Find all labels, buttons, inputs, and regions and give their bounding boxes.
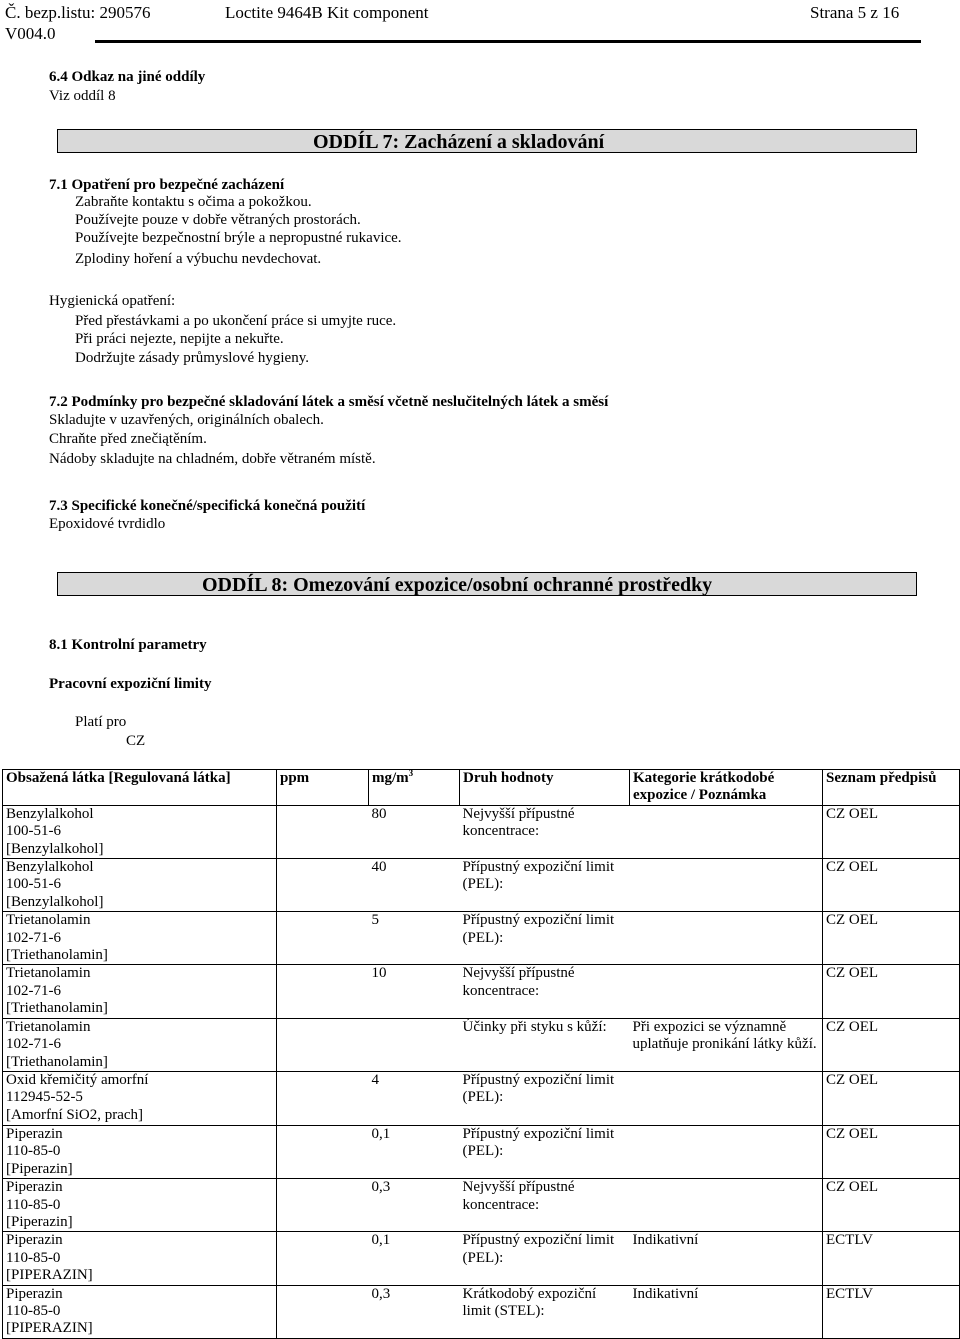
col-substance: Obsažená látka [Regulovaná látka] [3, 770, 277, 806]
value-type [460, 805, 630, 858]
value-type [460, 1285, 630, 1338]
regulation-list: CZ OEL [823, 805, 960, 858]
substance-name: Benzylalkohol [6, 805, 94, 822]
regulated-substance: [Triethanolamin] [6, 947, 108, 964]
category-note [630, 1232, 823, 1285]
s71-line: Používejte bezpečnostní brýle a nepropustné rukavice. [75, 230, 402, 246]
mgm3-value: 4 [369, 1071, 460, 1125]
col-mgm3-label: mg/m [372, 770, 409, 786]
mgm3-value [369, 1018, 460, 1071]
regulation-list: CZ OEL [823, 1125, 960, 1178]
category-note [630, 1125, 823, 1178]
category-note [630, 859, 823, 912]
category-note [630, 1018, 823, 1071]
regulated-substance: [PIPERAZIN] [6, 1320, 93, 1337]
value-type [460, 1179, 630, 1232]
regulation-list: CZ OEL [823, 912, 960, 965]
regulated-substance: [Triethanolamin] [6, 1000, 108, 1017]
country-code: CZ [126, 733, 146, 749]
regulated-substance: [Triethanolamin] [6, 1053, 108, 1070]
limits-title: Pracovní expoziční limity [49, 676, 212, 692]
cas-number: 100-51-6 [6, 823, 61, 840]
regulated-substance: [PIPERAZIN] [6, 1267, 93, 1284]
substance-cell [3, 1179, 277, 1232]
regulated-substance: [Piperazin] [6, 1213, 73, 1230]
value-type-l2: (PEL): [462, 1143, 504, 1160]
section7-banner [57, 129, 917, 153]
regulation-list: CZ OEL [823, 1179, 960, 1232]
table-row [3, 1285, 960, 1338]
cas-number: 110-85-0 [6, 1249, 61, 1266]
category-note [630, 965, 823, 1018]
value-type-l2: koncentrace: [462, 823, 540, 840]
category-note [630, 805, 823, 858]
value-type-l2: (PEL): [462, 876, 504, 893]
ppm-value [277, 1125, 369, 1178]
mgm3-value: 0,3 [369, 1285, 460, 1338]
cas-number: 110-85-0 [6, 1196, 61, 1213]
category-note-l1: Indikativní [632, 1232, 699, 1249]
value-type [460, 1232, 630, 1285]
regulated-substance: [Amorfní SiO2, prach] [6, 1106, 144, 1123]
value-type-l1: Nejvyšší přípustné [462, 965, 575, 982]
cas-number: 100-51-6 [6, 876, 61, 893]
value-type-l2: koncentrace: [462, 1196, 540, 1213]
section7-title: ODDÍL 7: Zacházení a skladování [313, 131, 605, 153]
value-type-l1: Přípustný expoziční limit [462, 859, 615, 876]
mgm3-value: 0,1 [369, 1125, 460, 1178]
col-list: Seznam předpisů [823, 770, 960, 806]
category-note [630, 1071, 823, 1125]
ppm-value [277, 965, 369, 1018]
value-type [460, 1125, 630, 1178]
value-type [460, 912, 630, 965]
substance-name: Piperazin [6, 1125, 63, 1142]
cas-number: 102-71-6 [6, 982, 61, 999]
doc-version: V004.0 [5, 24, 56, 43]
s71-line: Používejte pouze v dobře větraných prostorách. [75, 212, 361, 228]
mgm3-value: 80 [369, 805, 460, 858]
hygiene-line: Dodržujte zásady průmyslové hygieny. [75, 350, 309, 366]
category-note [630, 912, 823, 965]
s72-title: 7.2 Podmínky pro bezpečné skladování látek a směsí včetně neslučitelných látek a směsí [49, 394, 609, 410]
regulation-list: CZ OEL [823, 859, 960, 912]
ppm-value [277, 859, 369, 912]
mgm3-value: 0,1 [369, 1232, 460, 1285]
category-note-l1: Při expozici se významně [632, 1018, 787, 1035]
header-rule [95, 40, 921, 43]
value-type [460, 859, 630, 912]
substance-name: Benzylalkohol [6, 859, 94, 876]
s71-line: Zplodiny hoření a výbuchu nevdechovat. [75, 251, 322, 267]
valid-for-label: Platí pro [75, 714, 127, 730]
cas-number: 110-85-0 [6, 1302, 61, 1319]
category-note [630, 1179, 823, 1232]
category-note [630, 1285, 823, 1338]
value-type-l1: Přípustný expoziční limit [462, 1071, 615, 1088]
substance-name: Piperazin [6, 1232, 63, 1249]
doc-number: Č. bezp.listu: 290576 [5, 3, 151, 22]
value-type-l1: Přípustný expoziční limit [462, 1232, 615, 1249]
table-row [3, 1179, 960, 1232]
substance-name: Piperazin [6, 1285, 63, 1302]
regulation-list: CZ OEL [823, 1071, 960, 1125]
col-mgm3 [369, 770, 460, 806]
ppm-value [277, 1179, 369, 1232]
hygiene-line: Před přestávkami a po ukončení práce si umyjte ruce. [75, 313, 397, 329]
value-type-l1: Krátkodobý expoziční [462, 1285, 597, 1302]
table-row [3, 805, 960, 858]
table-row [3, 965, 960, 1018]
regulation-list: ECTLV [823, 1285, 960, 1338]
col-type: Druh hodnoty [460, 770, 630, 806]
page-number: Strana 5 z 16 [810, 3, 900, 22]
regulated-substance: [Piperazin] [6, 1160, 73, 1177]
s81-title: 8.1 Kontrolní parametry [49, 637, 207, 653]
ppm-value [277, 1018, 369, 1071]
s73-title: 7.3 Specifické konečné/specifická konečná použití [49, 498, 366, 514]
cas-number: 110-85-0 [6, 1143, 61, 1160]
col-category [630, 770, 823, 806]
value-type-l1: Nejvyšší přípustné [462, 805, 575, 822]
value-type-l2: (PEL): [462, 1089, 504, 1106]
col-ppm: ppm [277, 770, 369, 806]
ppm-value [277, 1285, 369, 1338]
cas-number: 102-71-6 [6, 929, 61, 946]
regulated-substance: [Benzylalkohol] [6, 840, 104, 857]
s72-line: Chraňte před znečiątěním. [49, 431, 207, 447]
ppm-value [277, 912, 369, 965]
substance-cell [3, 1071, 277, 1125]
table-header-row [3, 770, 960, 806]
substance-cell [3, 1018, 277, 1071]
s71-title: 7.1 Opatření pro bezpečné zacházení [49, 177, 285, 193]
value-type-l1: Přípustný expoziční limit [462, 1125, 615, 1142]
substance-name: Piperazin [6, 1179, 63, 1196]
product-name: Loctite 9464B Kit component [225, 3, 429, 22]
section8-banner [57, 572, 917, 596]
col-mgm3-sup: 3 [408, 768, 414, 778]
s73-text: Epoxidové tvrdidlo [49, 516, 166, 532]
table-row [3, 1125, 960, 1178]
section8-title: ODDÍL 8: Omezování expozice/osobní ochranné prostředky [202, 574, 713, 596]
hygiene-label: Hygienická opatření: [49, 293, 176, 309]
substance-cell [3, 1285, 277, 1338]
col-category-l2: expozice / Poznámka [633, 787, 767, 804]
value-type-l1: Účinky při styku s kůží: [462, 1018, 607, 1035]
substance-cell [3, 965, 277, 1018]
regulation-list: CZ OEL [823, 965, 960, 1018]
regulation-list: ECTLV [823, 1232, 960, 1285]
value-type-l2: koncentrace: [462, 982, 540, 999]
s71-line: Zabraňte kontaktu s očima a pokožkou. [75, 194, 312, 210]
substance-cell [3, 912, 277, 965]
regulation-list: CZ OEL [823, 1018, 960, 1071]
value-type-l2: (PEL): [462, 929, 504, 946]
table-row [3, 859, 960, 912]
value-type-l1: Přípustný expoziční limit [462, 912, 615, 929]
hygiene-line: Při práci nejezte, nepijte a nekuřte. [75, 331, 284, 347]
substance-name: Trietanolamin [6, 912, 91, 929]
s64-title: 6.4 Odkaz na jiné oddíly [49, 69, 206, 85]
substance-cell [3, 805, 277, 858]
mgm3-value: 0,3 [369, 1179, 460, 1232]
category-note-l1: Indikativní [632, 1285, 699, 1302]
substance-cell [3, 1232, 277, 1285]
table-row [3, 1018, 960, 1071]
ppm-value [277, 1071, 369, 1125]
table-row [3, 912, 960, 965]
mgm3-value: 5 [369, 912, 460, 965]
ppm-value [277, 805, 369, 858]
substance-name: Oxid křemičitý amorfní [6, 1071, 149, 1088]
ppm-value [277, 1232, 369, 1285]
substance-name: Trietanolamin [6, 965, 91, 982]
value-type [460, 1018, 630, 1071]
s64-text: Viz oddíl 8 [49, 88, 116, 104]
table-row [3, 1071, 960, 1125]
value-type [460, 1071, 630, 1125]
mgm3-value: 40 [369, 859, 460, 912]
mgm3-value: 10 [369, 965, 460, 1018]
substance-name: Trietanolamin [6, 1018, 91, 1035]
value-type-l1: Nejvyšší přípustné [462, 1179, 575, 1196]
s72-line: Nádoby skladujte na chladném, dobře větraném místě. [49, 451, 376, 467]
cas-number: 102-71-6 [6, 1036, 61, 1053]
table-row [3, 1232, 960, 1285]
regulated-substance: [Benzylalkohol] [6, 893, 104, 910]
value-type-l2: (PEL): [462, 1249, 504, 1266]
substance-cell [3, 1125, 277, 1178]
s72-line: Skladujte v uzavřených, originálních obalech. [49, 412, 324, 428]
substance-cell [3, 859, 277, 912]
exposure-limits-table [2, 769, 960, 1339]
value-type-l2: limit (STEL): [462, 1302, 545, 1319]
value-type [460, 965, 630, 1018]
cas-number: 112945-52-5 [6, 1089, 83, 1106]
category-note-l2: uplatňuje pronikání látky kůží. [632, 1036, 817, 1053]
col-category-l1: Kategorie krátkodobé [633, 770, 775, 786]
